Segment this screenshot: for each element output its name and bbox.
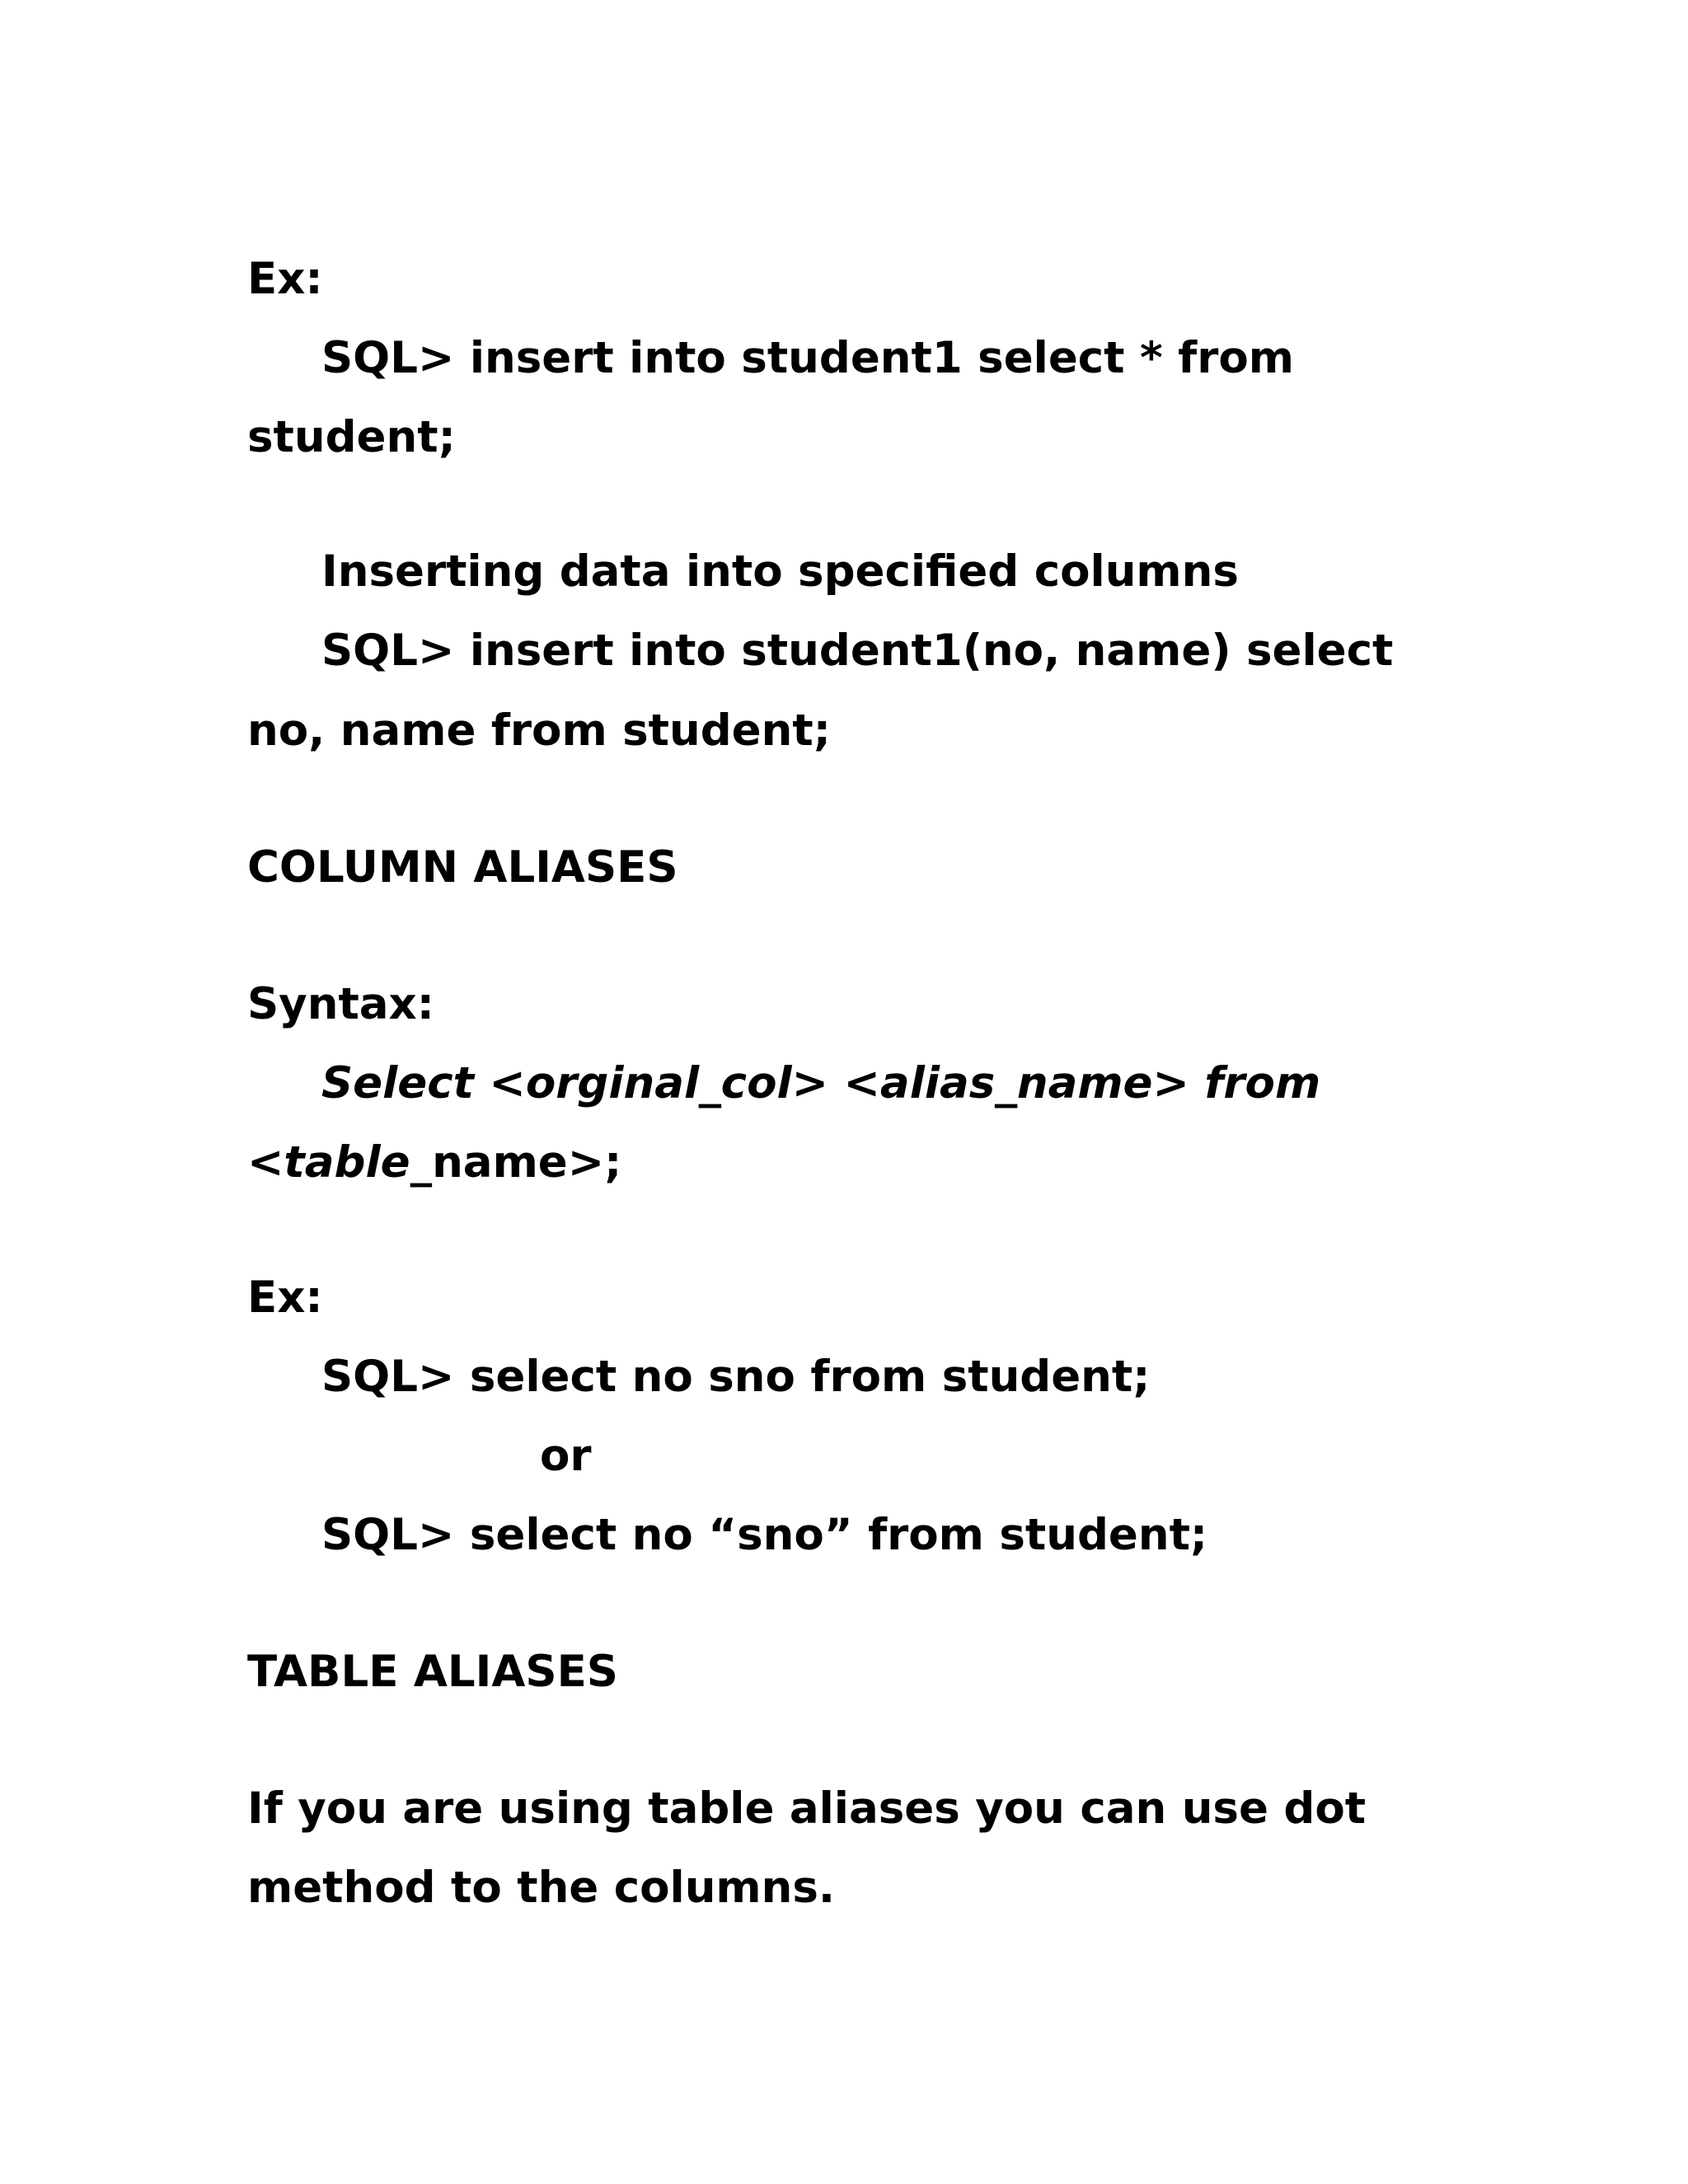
section-heading-table-aliases: TABLE ALIASES	[247, 1647, 618, 1697]
body-text-line: If you are using table aliases you can use dot	[247, 1783, 1367, 1834]
sql-command-line: SQL> insert into student1 select * from	[321, 333, 1294, 383]
sql-command-line: SQL> select no sno from student;	[321, 1352, 1151, 1402]
syntax-label: Syntax:	[247, 979, 434, 1029]
sql-command-line: student;	[247, 412, 456, 462]
example-label: Ex:	[247, 254, 323, 304]
section-subheading: Inserting data into specified columns	[321, 546, 1239, 597]
example-label: Ex:	[247, 1272, 323, 1323]
syntax-lt: <	[247, 1137, 284, 1188]
sql-command-line: SQL> select no “sno” from student;	[321, 1510, 1208, 1560]
section-heading-column-aliases: COLUMN ALIASES	[247, 842, 678, 893]
syntax-line: Select <orginal_col> <alias_name> from	[321, 1058, 1321, 1108]
syntax-rest: _name>;	[410, 1137, 622, 1188]
syntax-line	[247, 1137, 622, 1188]
or-separator: or	[540, 1431, 592, 1481]
sql-command-line: no, name from student;	[247, 705, 831, 756]
syntax-table-word: table	[284, 1137, 410, 1188]
sql-command-line: SQL> insert into student1(no, name) select	[321, 626, 1394, 676]
body-text-line: method to the columns.	[247, 1863, 836, 1913]
